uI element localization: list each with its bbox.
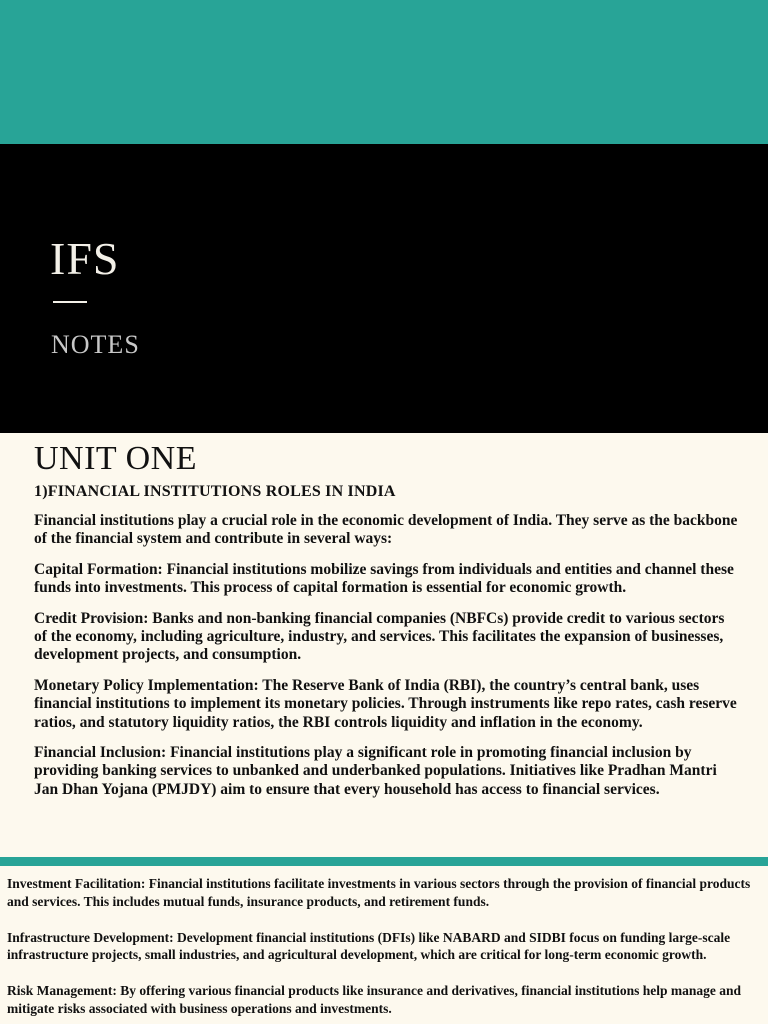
financial-inclusion-paragraph: Financial Inclusion: Financial institutions play a significant role in promoting financial inclusion by providing banking services to unbanked and underbanked populations. Initiatives like Pradhan Mantri Jan Dhan Yojana (PMJDY) aim to ensure that every household has access to financial services. — [34, 744, 717, 798]
unit-heading: UNIT ONE — [34, 440, 197, 477]
page-one-body — [34, 483, 740, 811]
page-two — [0, 866, 768, 1024]
cover-title: IFS — [50, 233, 120, 284]
section-heading: 1)FINANCIAL INSTITUTIONS ROLES IN INDIA — [34, 483, 396, 500]
investment-facilitation-paragraph: Investment Facilitation: Financial institutions facilitate investments in various sectors through the provision of financial products and services. This includes mutual funds, insurance products, and retirement funds. — [7, 876, 751, 909]
page-one — [0, 433, 768, 857]
page-divider — [0, 857, 768, 866]
infrastructure-development-paragraph: Infrastructure Development: Development financial institutions (DFIs) like NABARD and SIDBI focus on funding large-scale infrastructure projects, small industries, and agricultural development, which are critical for long-term economic growth. — [7, 929, 731, 963]
cover-top-band — [0, 0, 768, 144]
credit-provision-paragraph: Credit Provision: Banks and non-banking financial companies (NBFCs) provide credit to various sectors of the economy, including agriculture, industry, and services. This facilitates the expansion of businesses, development projects, and consumption. — [34, 609, 725, 664]
cover-subtitle: NOTES — [51, 330, 140, 359]
intro-paragraph: Financial institutions play a crucial role in the economic development of India. They serve as the backbone of the financial system and contribute in several ways: — [34, 512, 738, 548]
monetary-policy-paragraph: Monetary Policy Implementation: The Reserve Bank of India (RBI), the country’s central bank, uses financial institutions to implement its monetary policies. Through instruments like repo rates, cash reserve ratios, and statutory liquidity ratios, the RBI controls liquidity and inflation in the economy. — [34, 676, 737, 731]
capital-formation-paragraph: Capital Formation: Financial institutions mobilize savings from individuals and entities and channel these funds into investments. This process of capital formation is essential for economic growth. — [34, 560, 734, 597]
cover-block — [0, 144, 768, 433]
page-two-body — [7, 875, 759, 1024]
risk-management-paragraph: Risk Management: By offering various financial products like insurance and derivatives, financial institutions help manage and mitigate risks associated with business operations and investments. — [7, 983, 742, 1016]
cover-divider — [53, 301, 87, 303]
